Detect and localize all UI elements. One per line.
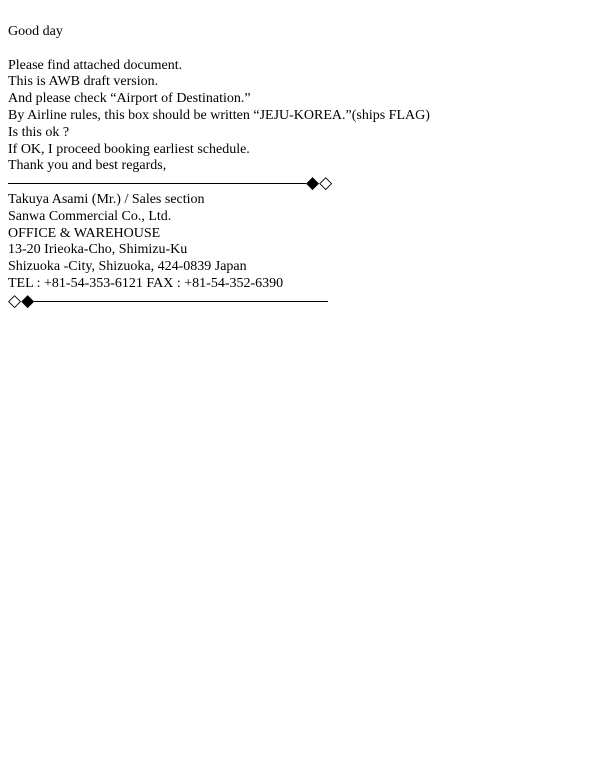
signature-line: 13-20 Irieoka-Cho, Shimizu-Ku: [8, 242, 188, 258]
greeting-line: Good day: [8, 24, 63, 39]
body-line: And please check “Airport of Destination.”: [8, 91, 251, 107]
body-line: Thank you and best regards,: [8, 158, 167, 174]
diamonds-icon: ◇◆: [8, 290, 35, 311]
divider-rule: [8, 183, 306, 184]
body-line: Is this ok ?: [8, 124, 70, 140]
signature-line: OFFICE & WAREHOUSE: [8, 225, 161, 241]
divider-rule: [34, 301, 328, 302]
body-line: By Airline rules, this box should be written “JEJU-KOREA.”(ships FLAG): [8, 107, 430, 123]
diamonds-icon: ◆◇: [306, 173, 333, 194]
body-line: Please find attached document.: [8, 57, 183, 73]
signature-line: Shizuoka -City, Shizuoka, 424-0839 Japan: [8, 259, 247, 275]
body-line: If OK, I proceed booking earliest schedule.: [8, 141, 250, 157]
signature-line: Sanwa Commercial Co., Ltd.: [8, 208, 172, 224]
signature-line: TEL : +81-54-353-6121 FAX : +81-54-352-6390: [8, 275, 284, 291]
signature-divider-bottom: [8, 290, 592, 311]
email-document: [0, 0, 600, 310]
body-line: This is AWB draft version.: [8, 74, 159, 90]
signature-line: Takuya Asami (Mr.) / Sales section: [8, 191, 205, 207]
blank-line: [8, 41, 592, 58]
signature-divider-top: [8, 175, 592, 192]
